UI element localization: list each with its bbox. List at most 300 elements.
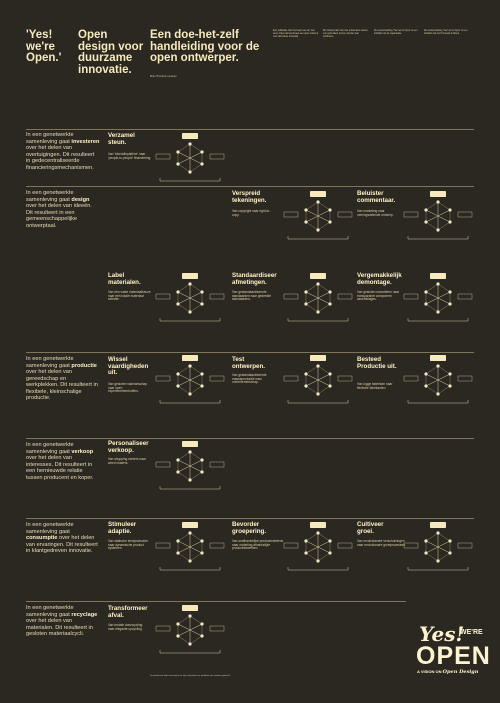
diagram-label-box bbox=[338, 212, 352, 217]
logo-yes: Yes! bbox=[419, 622, 465, 646]
diagram-person bbox=[448, 551, 451, 554]
module-title-beluister-commentaar: Beluister commentaar. bbox=[357, 190, 396, 204]
diagram-label-box bbox=[210, 626, 224, 631]
diagram-link bbox=[178, 292, 190, 298]
logo-vision: A VISION ON Open Design bbox=[417, 669, 479, 675]
row-investeren: In een genetwerkte samenleving gaat investeren over het delen van overtuigingen. Dit resulteert in gedecentraliseerde financieringsmechanismen. bbox=[26, 132, 100, 171]
diagram-person bbox=[436, 200, 439, 203]
module-title-test-ontwerpen: Test ontwerpen. bbox=[232, 356, 266, 370]
module-sub-cultiveer-groei: Van revolutionaire verschuivingen naar evolutionaire groeiprocessen. bbox=[357, 539, 406, 547]
diagram-callout bbox=[310, 355, 326, 361]
row-verkoop: In een genetwerkte samenleving gaat verkoop over het delen van interesses. Dit resulteert in een hernieuwde relatie tussen producent en koper. bbox=[26, 442, 94, 481]
title-handleiding: Een doe-het-zelf handleiding voor de open ontwerper. bbox=[150, 29, 260, 65]
diagram-person bbox=[176, 470, 179, 473]
diagram-person bbox=[304, 372, 307, 375]
diagram-link bbox=[438, 366, 450, 374]
module-sub-bevorder-groepering: Van onafhankelijke productenketens naar onderling afhankelijke productnetwerken. bbox=[232, 539, 284, 551]
module-sub-standaardiseer-afmetingen: Van gestandaardiseerde standaarden naar gedeelde standaarden. bbox=[232, 290, 271, 302]
diagram-label-box bbox=[458, 376, 472, 381]
diagram-person bbox=[436, 559, 439, 562]
diagram-bracket bbox=[408, 400, 468, 403]
diagram-person bbox=[304, 220, 307, 223]
yes-were-open-logo bbox=[416, 622, 496, 682]
diagram-person bbox=[424, 384, 427, 387]
diagram-link bbox=[318, 366, 330, 374]
diagram-link bbox=[438, 284, 450, 292]
diagram-link bbox=[190, 636, 202, 644]
diagram-link bbox=[426, 298, 438, 304]
row-design: In een genetwerkte samenleving gaat design over het delen van ideeën. Dit resulteert in een gemeenschappelijke ontwerptaal. bbox=[26, 190, 92, 229]
module-title-wissel-vaardigheden: Wissel vaardigheden uit. bbox=[108, 356, 149, 376]
diagram-person bbox=[200, 372, 203, 375]
diagram-link bbox=[178, 380, 190, 386]
diagram-person bbox=[176, 622, 179, 625]
diagram-link bbox=[190, 624, 202, 630]
diagram-link bbox=[190, 553, 202, 561]
diagram-person bbox=[188, 642, 191, 645]
diagram-link bbox=[318, 292, 330, 298]
module-title-besteed-productie: Besteed Productie uit. bbox=[357, 356, 397, 370]
diagram-person bbox=[304, 539, 307, 542]
diagram-link bbox=[438, 553, 450, 561]
diagram-person bbox=[424, 302, 427, 305]
diagram-person bbox=[304, 384, 307, 387]
module-sub-verzamel-steun: Van 'bloeddiepatiëne' naar 'people-to-people' financiering. bbox=[108, 152, 152, 160]
row-consumptie: In een genetwerkte samenleving gaat consumptie over het delen van ervaringen. Dit resulteert in klantgedreven innovatie. bbox=[26, 522, 98, 555]
diagram-person bbox=[188, 450, 191, 453]
diagram-person bbox=[316, 200, 319, 203]
diagram-note: De producent leidt een besluit als tijd, materialen en middelen die worden gedeeld. bbox=[150, 675, 231, 677]
module-title-bevorder-groepering: Bevorder groepering. bbox=[232, 521, 267, 535]
diagram-link bbox=[306, 210, 318, 216]
diagram-person bbox=[436, 228, 439, 231]
diagram-link bbox=[318, 210, 330, 216]
intro-column-1: Een publicatie door het team van de Yes! we're Open dat werkt aan een open ontwerp voor duurzame innovatie. bbox=[273, 30, 319, 38]
diagram-link bbox=[190, 386, 202, 394]
diagram-person bbox=[436, 282, 439, 285]
diagram-person bbox=[188, 170, 191, 173]
diagram-label-box bbox=[210, 376, 224, 381]
diagram-person bbox=[448, 208, 451, 211]
diagram-person bbox=[424, 220, 427, 223]
diagram-link bbox=[190, 374, 202, 380]
diagram-person bbox=[200, 539, 203, 542]
diagram-bracket bbox=[408, 567, 468, 570]
diagram-bracket bbox=[408, 236, 468, 239]
module-sub-personaliseer-verkoop: Van shopping centers naar wired clusters. bbox=[108, 457, 146, 465]
module-title-verspreid-tekeningen: Verspreid tekeningen. bbox=[232, 190, 267, 204]
diagram-link bbox=[178, 386, 190, 394]
diagram-link bbox=[178, 366, 190, 374]
diagram-label-box bbox=[338, 376, 352, 381]
diagram-link bbox=[178, 472, 190, 480]
diagram-bracket bbox=[160, 486, 220, 489]
diagram-link bbox=[438, 216, 450, 222]
diagram-person bbox=[328, 220, 331, 223]
diagram-link bbox=[318, 533, 330, 541]
diagram-link bbox=[426, 222, 438, 230]
diagram-person bbox=[328, 302, 331, 305]
diagram-person bbox=[448, 384, 451, 387]
diagram-link bbox=[190, 380, 202, 386]
diagram-callout bbox=[430, 522, 446, 528]
diagram-person bbox=[188, 142, 191, 145]
diagram-link bbox=[438, 292, 450, 298]
diagram-label-box bbox=[156, 626, 170, 631]
divider bbox=[26, 352, 474, 353]
diagram-person bbox=[200, 162, 203, 165]
intro-column-2: Dit ontwerp laat zien hoe ontwerpers samen met gebruikers kunnen werken aan producten. bbox=[323, 30, 368, 38]
diagram-verspreid-tekeningen bbox=[280, 190, 356, 242]
diagram-link bbox=[318, 541, 330, 547]
diagram-label-box bbox=[284, 294, 298, 299]
diagram-person bbox=[316, 282, 319, 285]
diagram-bracket bbox=[160, 400, 220, 403]
diagram-link bbox=[426, 547, 438, 553]
diagram-link bbox=[306, 386, 318, 394]
diagram-person bbox=[328, 290, 331, 293]
diagram-link bbox=[178, 304, 190, 312]
module-sub-verspreid-tekeningen: Van copyright naar right-to-copy. bbox=[232, 209, 271, 217]
diagram-link bbox=[178, 452, 190, 460]
module-title-verzamel-steun: Verzamel steun. bbox=[108, 132, 135, 146]
diagram-link bbox=[318, 374, 330, 380]
diagram-link bbox=[318, 553, 330, 561]
diagram-callout bbox=[182, 441, 198, 447]
diagram-link bbox=[438, 304, 450, 312]
diagram-personaliseer-verkoop bbox=[152, 440, 228, 492]
diagram-link bbox=[426, 553, 438, 561]
diagram-person bbox=[304, 551, 307, 554]
diagram-person bbox=[188, 364, 191, 367]
diagram-link bbox=[178, 164, 190, 172]
diagram-link bbox=[178, 466, 190, 472]
diagram-bracket bbox=[160, 650, 220, 653]
diagram-link bbox=[178, 284, 190, 292]
diagram-callout bbox=[182, 605, 198, 611]
diagram-link bbox=[318, 222, 330, 230]
diagram-bracket bbox=[160, 178, 220, 181]
diagram-person bbox=[328, 384, 331, 387]
diagram-link bbox=[190, 152, 202, 158]
diagram-bracket bbox=[288, 236, 348, 239]
diagram-link bbox=[438, 380, 450, 386]
diagram-link bbox=[306, 304, 318, 312]
diagram-person bbox=[200, 458, 203, 461]
diagram-person bbox=[436, 392, 439, 395]
diagram-callout bbox=[182, 522, 198, 528]
diagram-link bbox=[438, 533, 450, 541]
diagram-person bbox=[328, 208, 331, 211]
diagram-link bbox=[426, 380, 438, 386]
diagram-person bbox=[316, 531, 319, 534]
diagram-label-box bbox=[404, 376, 418, 381]
diagram-person bbox=[200, 634, 203, 637]
diagram-callout bbox=[310, 273, 326, 279]
diagram-label-box bbox=[156, 294, 170, 299]
diagram-person bbox=[188, 310, 191, 313]
diagram-person bbox=[316, 364, 319, 367]
diagram-link bbox=[190, 460, 202, 466]
diagram-link bbox=[426, 284, 438, 292]
diagram-link bbox=[438, 298, 450, 304]
diagram-link bbox=[190, 292, 202, 298]
diagram-label-box bbox=[284, 212, 298, 217]
diagram-person bbox=[424, 290, 427, 293]
diagram-link bbox=[306, 553, 318, 561]
diagram-callout bbox=[310, 522, 326, 528]
diagram-link bbox=[426, 533, 438, 541]
diagram-link bbox=[306, 533, 318, 541]
diagram-link bbox=[178, 541, 190, 547]
diagram-link bbox=[426, 386, 438, 394]
diagram-person bbox=[200, 302, 203, 305]
diagram-person bbox=[188, 282, 191, 285]
diagram-link bbox=[438, 541, 450, 547]
diagram-person bbox=[424, 208, 427, 211]
diagram-link bbox=[438, 202, 450, 210]
row-productie: In een genetwerkte samenleving gaat productie over het delen van gereedschap en werkplekken. Dit resulteert in flexibele, kleinschalige productie. bbox=[26, 356, 98, 402]
diagram-callout bbox=[182, 355, 198, 361]
diagram-person bbox=[328, 372, 331, 375]
module-title-standaardiseer-afmetingen: Standaardiseer afmetingen. bbox=[232, 272, 277, 286]
diagram-link bbox=[178, 374, 190, 380]
diagram-stimuleer-adaptie bbox=[152, 521, 228, 573]
module-sub-test-ontwerpen: Van gestandaardiseerde massaproductie naar ondernemerschap. bbox=[232, 373, 267, 385]
diagram-link bbox=[306, 366, 318, 374]
diagram-link bbox=[190, 541, 202, 547]
diagram-link bbox=[190, 144, 202, 152]
diagram-link bbox=[190, 366, 202, 374]
diagram-person bbox=[424, 372, 427, 375]
diagram-link bbox=[190, 630, 202, 636]
diagram-bracket bbox=[160, 567, 220, 570]
diagram-vergemakkelijk-demontage bbox=[400, 272, 476, 324]
diagram-person bbox=[176, 372, 179, 375]
divider bbox=[26, 186, 474, 187]
diagram-link bbox=[190, 452, 202, 460]
diagram-link bbox=[306, 374, 318, 380]
diagram-link bbox=[178, 460, 190, 466]
diagram-link bbox=[318, 202, 330, 210]
diagram-person bbox=[176, 539, 179, 542]
diagram-label-box bbox=[210, 543, 224, 548]
diagram-link bbox=[426, 366, 438, 374]
diagram-link bbox=[306, 298, 318, 304]
byline: Brian Thompson ontwerp bbox=[150, 75, 177, 78]
diagram-person bbox=[200, 622, 203, 625]
diagram-label-box bbox=[458, 212, 472, 217]
diagram-link bbox=[426, 216, 438, 222]
diagram-transformeer-afval bbox=[152, 604, 228, 656]
diagram-link bbox=[318, 216, 330, 222]
diagram-callout bbox=[430, 355, 446, 361]
diagram-bracket bbox=[288, 318, 348, 321]
diagram-person bbox=[436, 364, 439, 367]
diagram-person bbox=[316, 228, 319, 231]
diagram-label-box bbox=[458, 543, 472, 548]
diagram-link bbox=[190, 304, 202, 312]
diagram-label-box bbox=[404, 294, 418, 299]
diagram-link bbox=[190, 533, 202, 541]
diagram-link bbox=[318, 380, 330, 386]
diagram-link bbox=[306, 547, 318, 553]
diagram-person bbox=[176, 150, 179, 153]
diagram-person bbox=[328, 551, 331, 554]
diagram-link bbox=[318, 547, 330, 553]
diagram-label-box bbox=[404, 212, 418, 217]
diagram-link bbox=[438, 222, 450, 230]
diagram-link bbox=[306, 380, 318, 386]
diagram-label-box bbox=[338, 294, 352, 299]
diagram-person bbox=[316, 310, 319, 313]
diagram-label-box bbox=[284, 376, 298, 381]
diagram-person bbox=[316, 559, 319, 562]
diagram-link bbox=[190, 547, 202, 553]
diagram-person bbox=[200, 150, 203, 153]
logo-were: WE'RE bbox=[460, 629, 483, 636]
diagram-link bbox=[438, 210, 450, 216]
diagram-person bbox=[176, 162, 179, 165]
diagram-person bbox=[448, 372, 451, 375]
diagram-link bbox=[178, 158, 190, 164]
diagram-label-box bbox=[156, 154, 170, 159]
diagram-person bbox=[448, 290, 451, 293]
diagram-callout bbox=[182, 273, 198, 279]
diagram-link bbox=[306, 202, 318, 210]
diagram-person bbox=[188, 478, 191, 481]
divider bbox=[26, 129, 474, 130]
diagram-person bbox=[200, 290, 203, 293]
diagram-callout bbox=[430, 191, 446, 197]
diagram-bracket bbox=[408, 318, 468, 321]
diagram-link bbox=[318, 386, 330, 394]
module-sub-transformeer-afval: Van brutale downcycling naar elegante upcycling. bbox=[108, 623, 143, 631]
intro-column-3: De tentoonstelling 'Yes! we're Open' is een initiatief van de organisatie. bbox=[374, 30, 418, 35]
diagram-wissel-vaardigheden bbox=[152, 354, 228, 406]
diagram-callout bbox=[430, 273, 446, 279]
diagram-link bbox=[178, 616, 190, 624]
diagram-link bbox=[306, 216, 318, 222]
diagram-link bbox=[190, 466, 202, 472]
diagram-link bbox=[178, 630, 190, 636]
diagram-link bbox=[426, 210, 438, 216]
logo-open: OPEN bbox=[416, 642, 491, 670]
diagram-link bbox=[306, 284, 318, 292]
diagram-link bbox=[178, 533, 190, 541]
diagram-person bbox=[188, 559, 191, 562]
module-sub-stimuleer-adaptie: Van statische eindproducten naar dynamische product systemen. bbox=[108, 539, 148, 551]
diagram-link bbox=[318, 298, 330, 304]
diagram-person bbox=[304, 290, 307, 293]
diagram-link bbox=[426, 202, 438, 210]
divider bbox=[26, 518, 474, 519]
diagram-person bbox=[424, 539, 427, 542]
diagram-label-box bbox=[404, 543, 418, 548]
diagram-link bbox=[178, 624, 190, 630]
title-yes-were-open: 'Yes! we're Open.' bbox=[26, 29, 62, 65]
diagram-callout bbox=[182, 133, 198, 139]
diagram-link bbox=[318, 304, 330, 312]
diagram-link bbox=[178, 636, 190, 644]
diagram-person bbox=[188, 392, 191, 395]
diagram-person bbox=[176, 384, 179, 387]
diagram-person bbox=[304, 208, 307, 211]
diagram-person bbox=[448, 539, 451, 542]
diagram-callout bbox=[310, 191, 326, 197]
diagram-person bbox=[188, 531, 191, 534]
diagram-link bbox=[190, 472, 202, 480]
diagram-link bbox=[306, 222, 318, 230]
diagram-link bbox=[426, 374, 438, 380]
diagram-link bbox=[438, 547, 450, 553]
diagram-person bbox=[188, 614, 191, 617]
title-open-design: Open design voor duurzame innovatie. bbox=[78, 29, 144, 77]
diagram-link bbox=[426, 304, 438, 312]
diagram-link bbox=[426, 292, 438, 298]
diagram-person bbox=[176, 290, 179, 293]
diagram-person bbox=[328, 539, 331, 542]
diagram-bracket bbox=[288, 400, 348, 403]
diagram-label-box bbox=[210, 154, 224, 159]
diagram-link bbox=[178, 144, 190, 152]
diagram-person bbox=[176, 634, 179, 637]
diagram-label-box bbox=[156, 462, 170, 467]
diagram-label-box bbox=[210, 462, 224, 467]
module-title-vergemakkelijk-demontage: Vergemakkelijk demontage. bbox=[357, 272, 402, 286]
diagram-person bbox=[448, 220, 451, 223]
diagram-person bbox=[176, 302, 179, 305]
diagram-link bbox=[178, 547, 190, 553]
diagram-link bbox=[178, 152, 190, 158]
diagram-bracket bbox=[160, 318, 220, 321]
diagram-label-box bbox=[210, 294, 224, 299]
module-sub-label-materialen: Van een vaste materiaalkeuze naar een lokale materiaal selectie. bbox=[108, 290, 151, 302]
diagram-person bbox=[304, 302, 307, 305]
module-title-cultiveer-groei: Cultiveer groei. bbox=[357, 521, 384, 535]
diagram-person bbox=[424, 551, 427, 554]
diagram-standaardiseer-afmetingen bbox=[280, 272, 356, 324]
intro-column-4: De tentoonstelling 'Yes! we're Open' is een initiatief van het Premsela Instituut. bbox=[424, 30, 468, 35]
diagram-person bbox=[436, 531, 439, 534]
diagram-person bbox=[436, 310, 439, 313]
diagram-verzamel-steun bbox=[152, 132, 228, 184]
diagram-cultiveer-groei bbox=[400, 521, 476, 573]
diagram-bracket bbox=[288, 567, 348, 570]
diagram-label-materialen bbox=[152, 272, 228, 324]
module-sub-besteed-productie: Van logge fabrieken naar flexibele fabrikanten. bbox=[357, 382, 393, 390]
diagram-person bbox=[176, 551, 179, 554]
diagram-label-box bbox=[156, 376, 170, 381]
divider bbox=[26, 601, 406, 602]
diagram-link bbox=[306, 292, 318, 298]
module-sub-beluister-commentaar: Van marketing naar meningsdelende ontwerp. bbox=[357, 209, 394, 217]
divider bbox=[26, 438, 474, 439]
diagram-label-box bbox=[284, 543, 298, 548]
diagram-link bbox=[190, 616, 202, 624]
diagram-link bbox=[426, 541, 438, 547]
diagram-link bbox=[190, 284, 202, 292]
module-title-stimuleer-adaptie: Stimuleer adaptie. bbox=[108, 521, 137, 535]
diagram-person bbox=[200, 551, 203, 554]
diagram-link bbox=[178, 553, 190, 561]
module-sub-wissel-vaardigheden: Van gesloten vakmanschap naar open experimenteerkoffers. bbox=[108, 382, 147, 394]
diagram-bevorder-groepering bbox=[280, 521, 356, 573]
diagram-besteed-productie bbox=[400, 354, 476, 406]
diagram-person bbox=[176, 458, 179, 461]
module-sub-vergemakkelijk-demontage: Van gesloten monolieten naar transparante component assemblages. bbox=[357, 290, 400, 302]
diagram-link bbox=[318, 284, 330, 292]
